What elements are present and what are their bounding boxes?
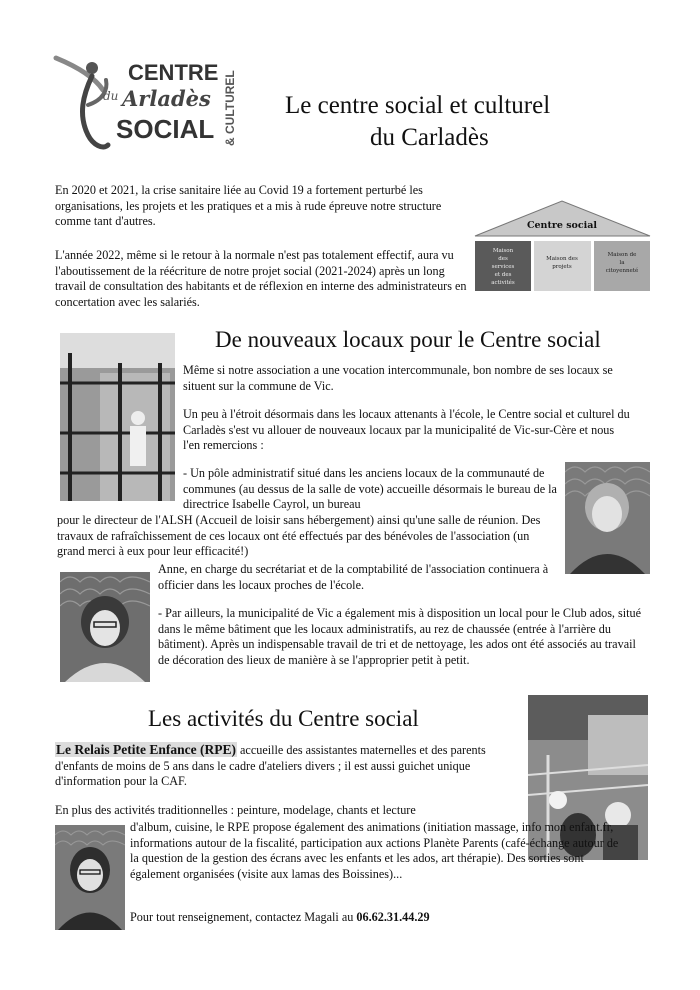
text-contact [130,910,610,926]
pillar-1-line-3: services [491,264,515,270]
text-directeur-alsh: pour le directeur de l'ALSH (Accueil de loisir sans hébergement) ainsi qu'une salle de réunion. Des travaux de rafraîchissement de ces locaux ont été effectués par des bénévoles de l'association (un grand merci à eux pour leur efficacité!) [57,513,541,558]
intro-paragraph-2: L'année 2022, même si le retour à la normale n'est pas totalement effectif, aura vu l'aboutissement de la réécriture de notre projet social (2021-2024) après un long travail de consultation des habitants et de réflexion en interne des administrateurs en concertation avec les salariés. [55,248,467,309]
logo-culturel: & CULTUREL [223,70,237,146]
text-activites-traditionnelles: En plus des activités traditionnelles : peinture, modelage, chants et lecture [55,803,416,817]
portrait-isabelle [565,462,650,574]
portrait-magali [55,825,125,930]
title-line-1: Le centre social et culturel [285,92,551,119]
text-relais-petite-enfance [55,742,525,790]
centre-social-logo [48,50,238,160]
text-animations-rpe: d'album, cuisine, le RPE propose également des animations (initiation massage, info mon enfant.fr, informations autour de la fiscalité, participation aux actions Planète Parents (café-échange autour de la question de la gestion des écrans avec les enfants et les ados, art thérapie). Des sorties sont également organisées (visite aux lamas des Boissines)... [130,820,619,881]
centre-social-diagram [470,196,655,296]
pillar-2-line-1: Maison des [546,256,578,262]
text-pole-administratif: - Un pôle administratif situé dans les anciens locaux de la communauté de communes (au dessus de la salle de vote) accueille désormais le bureau de la directrice Isabelle Cayrol, un bureau [183,466,557,511]
logo-centre: CENTRE [128,60,219,85]
text-etroit: Un peu à l'étroit désormais dans les locaux attenants à l'école, le Centre social et culturel du Carladès s'est vu allouer de nouveaux locaux par la municipalité de Vic-sur-Cère et nous l'en remercions : [183,407,630,452]
text-vocation: Même si notre association a une vocation intercommunale, bon nombre de ses locaux se situent sur la commune de Vic. [183,363,613,393]
title-line-2: du Carladès [370,124,489,151]
pillar-3-line-3: citoyenneté [605,268,639,274]
text-anne: Anne, en charge du secrétariat et de la comptabilité de l'association continuera à officier dans les locaux proches de l'école. [158,562,549,592]
contact-text: Pour tout renseignement, contactez Magali au [130,910,357,924]
diagram-roof-label: Centre social [526,220,598,231]
pillar-1-line-2: des [498,256,508,262]
pillar-3-line-1: Maison de [607,252,637,258]
contact-phone[interactable]: 06.62.31.44.29 [356,910,430,924]
rpe-label: Le Relais Petite Enfance (RPE) [56,742,236,757]
heading-locaux: De nouveaux locaux pour le Centre social [215,327,601,352]
intro-paragraph-1: En 2020 et 2021, la crise sanitaire liée au Covid 19 a fortement perturbé les organisations, les projets et les pratiques et a mis à rude épreuve notre structure comme tant d'autres. [55,183,442,228]
heading-activites: Les activités du Centre social [148,706,419,731]
rpe-description: accueille des assistantes maternelles et des parents d'enfants de moins de 5 ans dans le cadre d'ateliers divers ; il est aussi guichet unique d'information pour la CAF. [55,743,486,788]
logo-arlades: Arladès [122,86,211,111]
renovation-photo [60,333,175,501]
pillar-1-line-4: et des [494,272,512,278]
text-club-ados: - Par ailleurs, la municipalité de Vic a également mis à disposition un local pour le Club ados, situé dans le même bâtiment que les locaux administratifs, au rez de chaussée (entrée à l'arrière du bâtiment). Après un indispensable travail de tri et de nettoyage, les ados ont été associés au travail de décoration des lieux de manière à se l'approprier petit à petit. [158,606,642,667]
page-title [285,90,625,154]
logo-social: SOCIAL [116,114,215,144]
pillar-2-line-2: projets [552,264,572,270]
logo-du: du [103,89,119,103]
pillar-3-line-2: la [619,260,625,266]
pillar-1-line-5: activités [491,280,515,286]
pillar-1-line-1: Maison [492,248,514,254]
portrait-anne [60,572,150,682]
